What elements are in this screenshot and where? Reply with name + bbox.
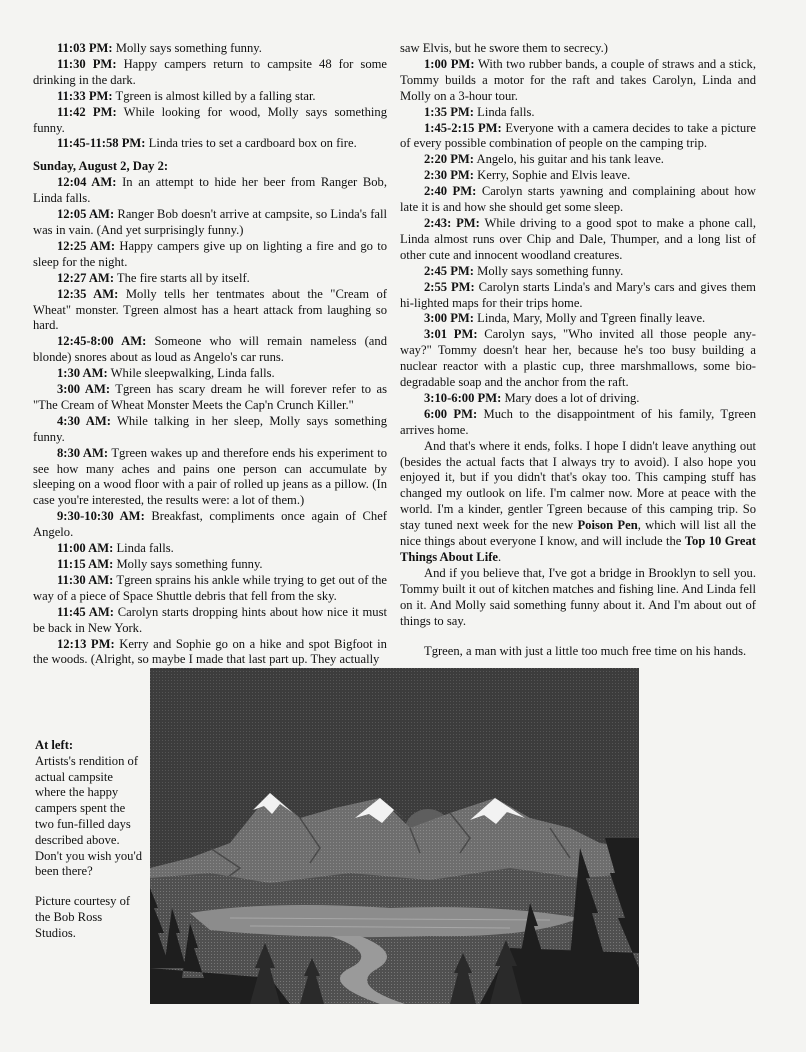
entry-text: Tgreen is almost killed by a falling star. — [112, 88, 316, 103]
timeline-entry — [33, 207, 387, 239]
entry-time: 11:33 PM: — [57, 88, 113, 103]
entry-time: 12:27 AM: — [57, 270, 115, 285]
entry-time: 12:04 AM: — [57, 175, 117, 190]
timeline-entry — [400, 184, 756, 216]
timeline-entry — [400, 216, 756, 264]
closing-text: , which will list all the nice things about everyone I know, and will include the — [400, 518, 756, 549]
entry-text: Carolyn starts yawning and complaining about how late it is and how she should get some sleep. — [400, 184, 757, 215]
timeline-entry — [400, 264, 756, 280]
timeline-entry — [400, 311, 756, 327]
timeline-entry — [33, 541, 387, 557]
timeline-entry — [33, 136, 387, 152]
entry-time: 8:30 AM: — [57, 445, 109, 460]
entry-time: 3:00 PM: — [424, 311, 475, 326]
entry-time: 11:42 PM: — [57, 104, 117, 119]
entry-text: While sleepwalking, Linda falls. — [107, 366, 275, 381]
entry-time: 11:30 PM: — [57, 56, 117, 71]
entry-time: 1:00 PM: — [424, 56, 475, 71]
closing-text: And that's where it ends, folks. I hope I didn't leave anything out (besides the actual facts that I always try to avoid). I also hope you enjoyed it, but if you didn't that's okay too. This camping stuff has changed my outlook on life. I'm calmer now. More at peace with the world. I'm a kinder, gentler Tgreen because of this camping trip. So stay tuned next week for the new — [400, 438, 756, 533]
entry-text: Linda falls. — [113, 541, 174, 556]
entry-text: saw Elvis, but he swore them to secrecy.) — [400, 41, 608, 55]
timeline-entry — [400, 57, 756, 105]
entry-text: Someone who will remain nameless (and blonde) snores about as loud as Angelo's car runs. — [33, 334, 387, 365]
entry-text: Tgreen has scary dream he will forever refer to as "The Cream of Wheat Monster Meets the Cap'n Crunch Killer." — [33, 382, 387, 412]
entry-text: Ranger Bob doesn't arrive at campsite, so Linda's fall was in vain. (And yet surprisingly funny.) — [33, 207, 387, 237]
entry-text: Carolyn starts dropping hints about how nice it must be back in New York. — [33, 604, 388, 635]
timeline-entry — [33, 334, 387, 366]
entry-text: Molly tells her tentmates about the "Cream of Wheat" monster. Tgreen almost has a heart attack from laughing so hard. — [33, 286, 387, 333]
entry-text: In an attempt to hide her beer from Ranger Bob, Linda falls. — [33, 175, 387, 206]
timeline-entry — [33, 637, 387, 669]
entry-time: 12:45-8:00 AM: — [57, 334, 147, 349]
closing-paragraph — [400, 439, 756, 566]
campsite-painting — [150, 668, 639, 1004]
timeline-entry — [400, 105, 756, 121]
timeline-entry — [33, 41, 387, 57]
entry-text: Molly says something funny. — [474, 263, 624, 278]
entry-text: Linda tries to set a cardboard box on fire. — [145, 136, 357, 151]
timeline-entry — [400, 407, 756, 439]
timeline-entry — [400, 327, 756, 391]
entry-time: 1:35 PM: — [424, 104, 475, 119]
entry-time: 11:00 AM: — [57, 541, 114, 556]
entry-time: 11:30 AM: — [57, 572, 114, 587]
timeline-entry — [33, 414, 387, 446]
entry-time: 12:05 AM: — [57, 207, 115, 222]
closing-paragraph: And if you believe that, I've got a bridge in Brooklyn to sell you. Tommy built it out of kitchen matches and fishing line. And Linda fell on it. And Molly said something funny about it. And I'm about out of things to say. — [400, 565, 756, 628]
timeline-entry — [33, 557, 387, 573]
entry-time: 1:30 AM: — [57, 366, 108, 381]
entry-time: 1:45-2:15 PM: — [424, 120, 502, 135]
entry-time: 2:45 PM: — [424, 263, 475, 278]
entry-time: 2:43: PM: — [424, 215, 480, 230]
caption-title: At left: — [35, 738, 74, 752]
timeline-entry — [33, 105, 387, 137]
entry-time: 12:13 PM: — [57, 636, 115, 651]
emphasis-text: Top 10 Great Things About Life — [400, 534, 756, 564]
entry-text: Kerry and Sophie go on a hike and spot Bigfoot in the woods. (Alright, so maybe I made that last part up. They actually — [33, 636, 387, 667]
entry-text: Carolyn says, "Who invited all those people any-way?" Tommy doesn't hear her, because he's too busy building a nuclear reactor with a plastic cup, three marshmallows, some bio-degradable soap and the anchor from the raft. — [400, 327, 756, 390]
entry-text: While talking in her sleep, Molly says something funny. — [33, 413, 387, 444]
entry-time: 2:30 PM: — [424, 168, 475, 183]
entry-text: Angelo, his guitar and his tank leave. — [474, 152, 664, 167]
entry-text: Mary does a lot of driving. — [501, 390, 640, 405]
entry-time: 11:15 AM: — [57, 557, 114, 571]
timeline-entry — [33, 57, 387, 89]
timeline-entry — [33, 175, 387, 207]
right-column — [400, 41, 756, 659]
timeline-entry — [400, 280, 756, 312]
timeline-entry — [400, 391, 756, 407]
entry-time: 12:25 AM: — [57, 238, 116, 253]
entry-text: Happy campers return to campsite 48 for some drinking in the dark. — [33, 56, 388, 87]
timeline-entry — [400, 41, 756, 57]
entry-time: 12:35 AM: — [57, 286, 119, 301]
left-column — [33, 41, 387, 668]
picture-caption — [35, 738, 145, 942]
entry-time: 3:10-6:00 PM: — [424, 390, 502, 405]
entry-time: 3:00 AM: — [57, 382, 111, 397]
caption-credit: Picture courtesy of the Bob Ross Studios. — [35, 894, 131, 940]
entry-text: While driving to a good spot to make a phone call, Linda almost runs over Chip and Dale, Thumper, and a long list of other cute and innocent woodland creatures. — [400, 215, 756, 262]
day-heading: Sunday, August 2, Day 2: — [33, 159, 169, 174]
entry-time: 2:20 PM: — [424, 152, 475, 167]
entry-time: 6:00 PM: — [424, 406, 478, 421]
entry-text: With two rubber bands, a couple of straws and a stick, Tommy builds a motor for the raft and takes Carolyn, Linda and Molly on a 3-hour tour. — [400, 56, 756, 103]
entry-text: Kerry, Sophie and Elvis leave. — [474, 168, 631, 183]
timeline-entry — [33, 239, 387, 271]
entry-text: Molly says something funny. — [112, 41, 262, 55]
entry-time: 9:30-10:30 AM: — [57, 509, 145, 524]
entry-text: Much to the disappointment of his family, Tgreen arrives home. — [400, 406, 756, 437]
entry-text: While looking for wood, Molly says something funny. — [33, 104, 387, 135]
caption-body: Artists's rendition of actual campsite where the happy campers spent the two fun-filled days described above. Don't you wish you'd been there? — [35, 753, 143, 879]
timeline-entry — [400, 152, 756, 168]
timeline-entry — [400, 121, 756, 153]
entry-text: Carolyn starts Linda's and Mary's cars and gives them hi-lighted maps for their trips home. — [400, 279, 756, 310]
entry-text: Breakfast, compliments once again of Chef Angelo. — [33, 509, 387, 540]
timeline-entry — [33, 573, 387, 605]
entry-text: Tgreen sprains his ankle while trying to get out of the way of a piece of Space Shuttle debris that fell from the sky. — [33, 572, 387, 603]
entry-text: The fire starts all by itself. — [114, 270, 250, 285]
entry-text: Tgreen wakes up and therefore ends his experiment to see how many aches and pains one person can accumulate by sleeping on a wood floor with a pair of rolled up jeans as a pillow. (In case you're interested, the results were: a lot of them.) — [33, 445, 387, 508]
closing-text: . — [497, 550, 502, 564]
emphasis-text: Poison Pen — [577, 518, 638, 533]
timeline-entry — [33, 366, 387, 382]
entry-time: 11:45 AM: — [57, 604, 114, 619]
entry-time: 2:40 PM: — [424, 184, 477, 199]
entry-time: 11:03 PM: — [57, 41, 113, 55]
author-signoff: Tgreen, a man with just a little too much free time on his hands. — [424, 643, 747, 658]
entry-time: 11:45-11:58 PM: — [57, 136, 146, 151]
timeline-entry — [400, 168, 756, 184]
entry-text: Everyone with a camera decides to take a picture of every possible combination of people on the camping trip. — [400, 120, 756, 151]
entry-text: Linda, Mary, Molly and Tgreen finally leave. — [474, 311, 706, 326]
entry-text: Molly says something funny. — [113, 557, 263, 571]
timeline-entry — [33, 382, 387, 414]
entry-text: Happy campers give up on lighting a fire and go to sleep for the night. — [33, 238, 387, 269]
timeline-entry — [33, 287, 387, 335]
timeline-entry — [33, 605, 387, 637]
timeline-entry — [33, 446, 387, 510]
timeline-entry — [33, 509, 387, 541]
timeline-entry — [33, 271, 387, 287]
entry-text: Linda falls. — [474, 104, 535, 119]
entry-time: 4:30 AM: — [57, 413, 111, 428]
entry-time: 2:55 PM: — [424, 279, 475, 294]
entry-time: 3:01 PM: — [424, 327, 478, 342]
timeline-entry — [33, 89, 387, 105]
